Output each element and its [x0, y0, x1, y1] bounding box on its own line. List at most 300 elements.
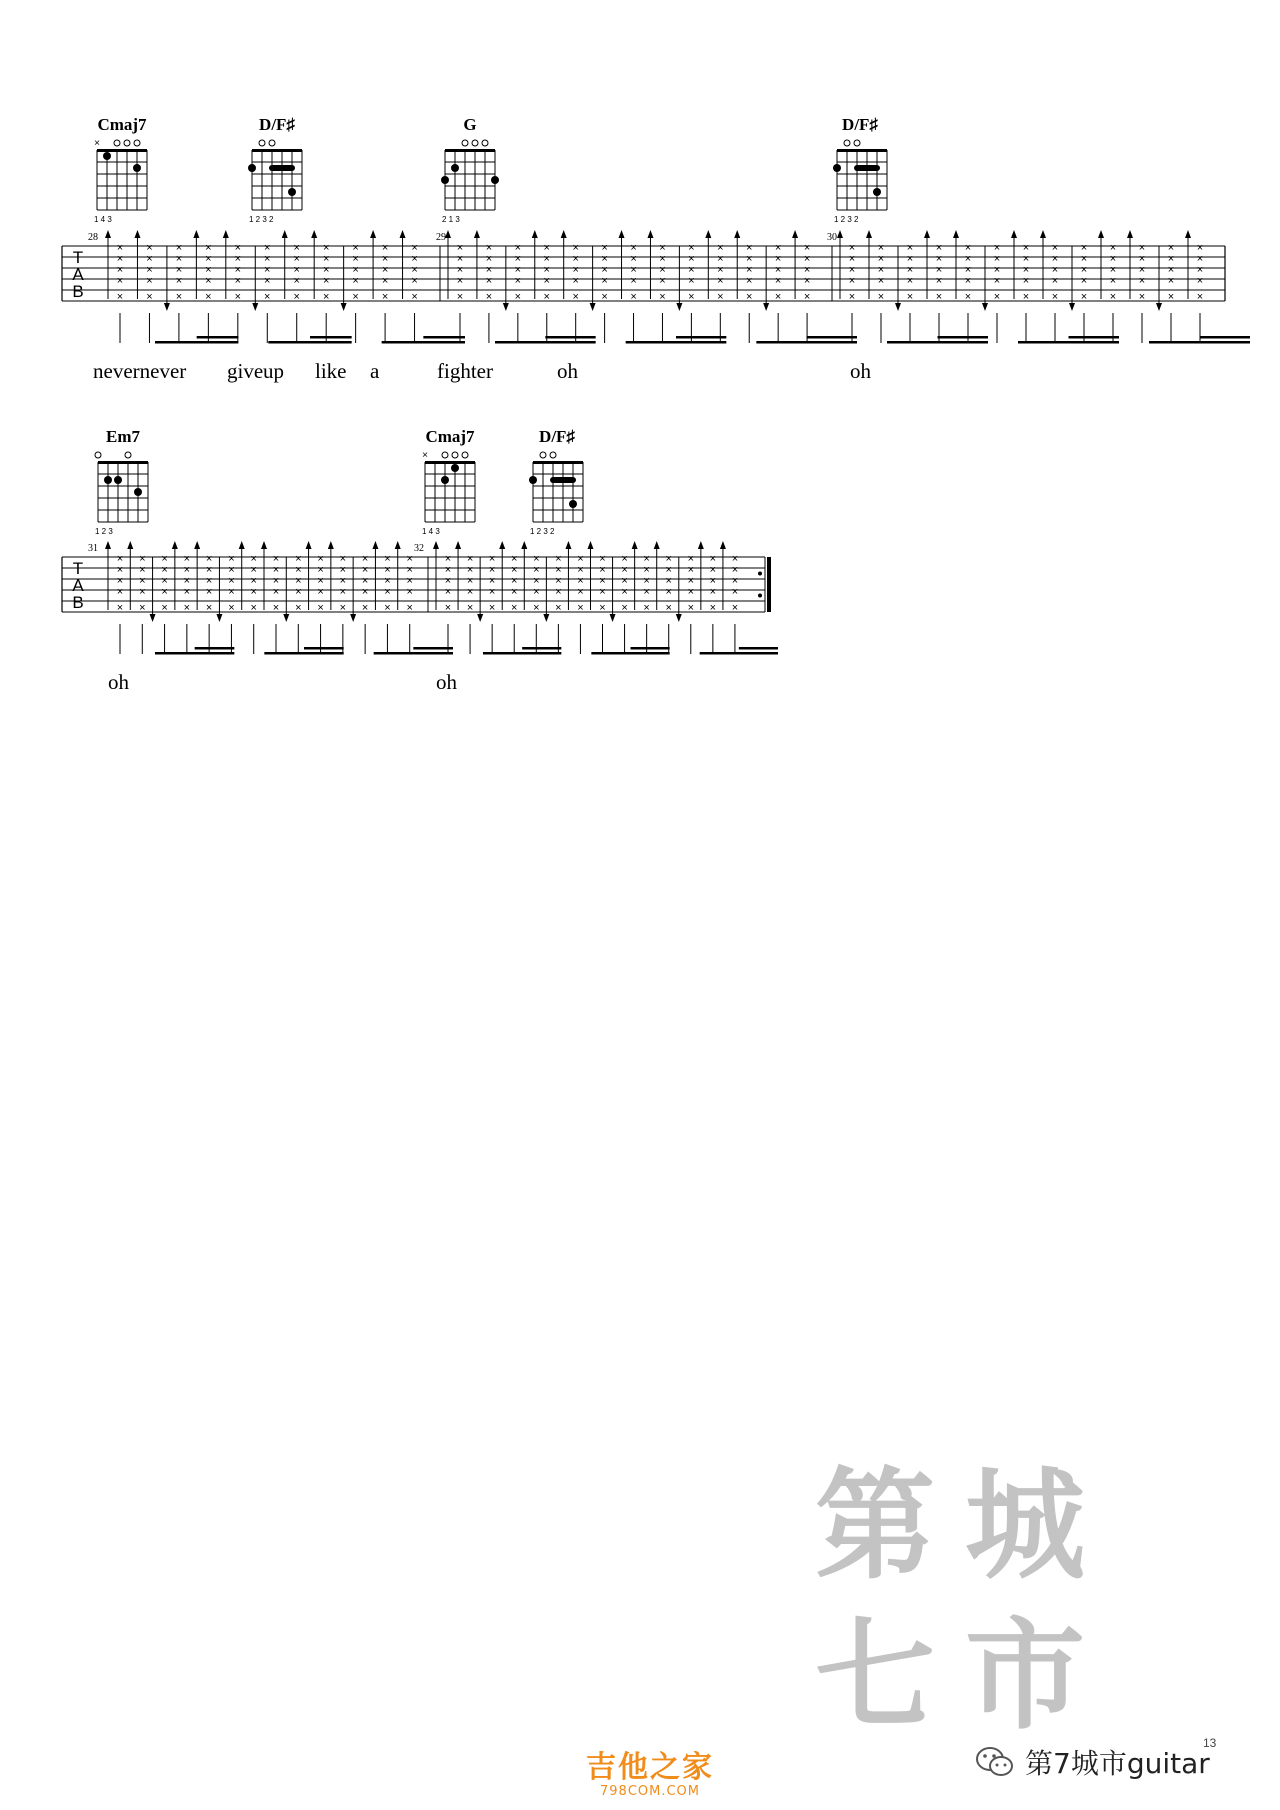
tab-clef-letter: B: [72, 282, 84, 301]
strum-x: ×: [1051, 242, 1059, 254]
strum-x: ×: [444, 564, 452, 576]
strum-x: ×: [205, 291, 212, 303]
lyric: oh: [108, 670, 129, 694]
strum-arrowhead: [588, 541, 594, 549]
rhythm-beam: [155, 341, 238, 344]
strum-x: ×: [317, 586, 324, 598]
strum-arrowhead: [619, 230, 625, 238]
strum-x: ×: [205, 602, 213, 614]
strum-x: ×: [205, 586, 213, 598]
strum-arrowhead: [311, 230, 317, 238]
strum-x: ×: [444, 553, 452, 565]
strum-x: ×: [848, 291, 856, 303]
strum-x: ×: [577, 564, 584, 576]
strum-x: ×: [621, 553, 628, 565]
strum-arrowhead: [654, 541, 660, 549]
finger-dot: [103, 152, 111, 160]
strum-arrowhead: [252, 303, 258, 311]
strum-arrowhead: [720, 541, 726, 549]
strum-arrowhead: [127, 541, 133, 549]
strum-x: ×: [877, 253, 885, 265]
strum-arrowhead: [676, 303, 682, 311]
strum-x: ×: [295, 553, 302, 565]
strum-x: ×: [630, 275, 637, 287]
strum-arrowhead: [1098, 230, 1104, 238]
strum-x: ×: [659, 242, 666, 254]
strum-x: ×: [688, 291, 695, 303]
strum-x: ×: [665, 564, 672, 576]
strum-x: ×: [250, 602, 257, 614]
strum-x: ×: [577, 553, 584, 565]
rhythm-beam: [676, 336, 726, 339]
open-string-marker: [134, 140, 140, 146]
open-string-marker: [854, 140, 860, 146]
strum-x: ×: [687, 564, 695, 576]
strum-x: ×: [514, 242, 522, 254]
strum-x: ×: [803, 253, 811, 265]
strum-x: ×: [510, 586, 518, 598]
strum-x: ×: [161, 602, 168, 614]
repeat-dot: [758, 594, 762, 598]
strum-x: ×: [848, 275, 856, 287]
strum-arrowhead: [647, 230, 653, 238]
site-logo: [575, 1742, 725, 1799]
strum-x: ×: [1167, 242, 1175, 254]
strum-x: ×: [228, 586, 235, 598]
watermark-char: 城: [965, 1455, 1085, 1596]
strum-arrowhead: [239, 541, 245, 549]
strum-x: ×: [381, 242, 389, 254]
strum-x: ×: [709, 602, 717, 614]
strum-arrowhead: [1040, 230, 1046, 238]
rhythm-beam: [483, 652, 561, 655]
strum-x: ×: [1109, 291, 1117, 303]
rhythm-beam: [264, 652, 343, 655]
strum-x: ×: [659, 275, 666, 287]
strum-x: ×: [317, 553, 324, 565]
strum-x: ×: [411, 242, 418, 254]
strum-x: ×: [485, 291, 493, 303]
strum-x: ×: [731, 553, 739, 565]
strum-x: ×: [1022, 275, 1030, 287]
strum-arrowhead: [350, 614, 356, 622]
strum-x: ×: [116, 553, 124, 565]
strum-x: ×: [234, 264, 242, 276]
strum-x: ×: [205, 253, 212, 265]
finger-dot: [529, 476, 537, 484]
strum-x: ×: [384, 575, 391, 587]
chord-nut: [97, 149, 147, 152]
rhythm-beam: [413, 647, 453, 650]
strum-x: ×: [116, 586, 124, 598]
strum-arrowhead: [763, 303, 769, 311]
strum-arrowhead: [1011, 230, 1017, 238]
strum-x: ×: [906, 291, 914, 303]
strum-x: ×: [250, 564, 257, 576]
strum-x: ×: [295, 602, 302, 614]
strum-arrowhead: [521, 541, 527, 549]
finger-dot: [104, 476, 112, 484]
strum-x: ×: [466, 553, 474, 565]
strum-x: ×: [352, 291, 359, 303]
strum-arrowhead: [223, 230, 229, 238]
page-number: 13: [1203, 1736, 1217, 1750]
strum-x: ×: [717, 275, 724, 287]
strum-x: ×: [803, 275, 811, 287]
strum-x: ×: [1167, 264, 1175, 276]
lyric: a: [370, 359, 380, 383]
strum-arrowhead: [632, 541, 638, 549]
strum-x: ×: [352, 253, 359, 265]
chord-diagram: [248, 140, 302, 224]
rhythm-beam: [155, 652, 234, 655]
rhythm-beam: [887, 341, 988, 344]
strum-x: ×: [803, 291, 811, 303]
strum-x: ×: [175, 242, 183, 254]
strum-x: ×: [293, 264, 300, 276]
fingering-label: 1 2 3 2: [249, 215, 274, 224]
rhythm-beam: [1069, 336, 1120, 339]
strum-x: ×: [339, 586, 347, 598]
strum-x: ×: [659, 291, 666, 303]
strum-x: ×: [272, 586, 280, 598]
strum-x: ×: [361, 564, 369, 576]
rhythm-beam: [1018, 341, 1119, 344]
strum-x: ×: [485, 264, 493, 276]
strum-arrowhead: [105, 541, 111, 549]
strum-x: ×: [877, 242, 885, 254]
strum-x: ×: [228, 564, 235, 576]
strum-x: ×: [577, 586, 584, 598]
strum-arrowhead: [837, 230, 843, 238]
strum-x: ×: [444, 602, 452, 614]
finger-dot: [441, 176, 449, 184]
strum-x: ×: [272, 564, 280, 576]
strum-x: ×: [406, 553, 413, 565]
strum-x: ×: [688, 242, 695, 254]
strum-x: ×: [1022, 264, 1030, 276]
fingering-label: 2 1 3: [442, 215, 460, 224]
strum-x: ×: [205, 575, 213, 587]
chord-diagram: [833, 140, 887, 224]
rhythm-beam: [700, 652, 778, 655]
strum-arrowhead: [395, 541, 401, 549]
wechat-name: 第7城市guitar: [1025, 1747, 1210, 1780]
strum-x: ×: [1109, 242, 1117, 254]
strum-arrowhead: [433, 541, 439, 549]
strum-arrowhead: [982, 303, 988, 311]
strum-arrowhead: [503, 303, 509, 311]
strum-x: ×: [643, 564, 650, 576]
strum-x: ×: [964, 242, 972, 254]
strum-x: ×: [510, 575, 518, 587]
strum-x: ×: [228, 553, 235, 565]
strum-x: ×: [139, 586, 146, 598]
strum-x: ×: [543, 264, 550, 276]
strum-arrowhead: [792, 230, 798, 238]
strum-x: ×: [731, 564, 739, 576]
strum-arrowhead: [1185, 230, 1191, 238]
strum-arrowhead: [328, 541, 334, 549]
strum-x: ×: [1167, 291, 1175, 303]
strum-x: ×: [555, 575, 562, 587]
open-string-marker: [482, 140, 488, 146]
strum-x: ×: [665, 575, 672, 587]
measure-number: 32: [414, 543, 424, 554]
strum-x: ×: [964, 291, 972, 303]
strum-x: ×: [381, 291, 389, 303]
strum-x: ×: [599, 575, 606, 587]
strum-x: ×: [352, 242, 359, 254]
strum-x: ×: [1080, 253, 1088, 265]
strum-x: ×: [1138, 242, 1146, 254]
strum-x: ×: [322, 275, 330, 287]
tab-clef-letter: B: [72, 593, 84, 612]
strum-x: ×: [599, 586, 606, 598]
open-string-marker: [462, 140, 468, 146]
rhythm-beam: [545, 336, 595, 339]
strum-x: ×: [599, 602, 606, 614]
strum-arrowhead: [194, 541, 200, 549]
strum-x: ×: [709, 586, 717, 598]
fingering-label: 1 2 3 2: [530, 527, 555, 536]
strum-x: ×: [361, 553, 369, 565]
strum-x: ×: [339, 564, 347, 576]
finger-dot: [569, 500, 577, 508]
rhythm-beam: [626, 341, 727, 344]
muted-string-marker: ×: [94, 138, 100, 149]
strum-x: ×: [688, 275, 695, 287]
finger-dot: [134, 488, 142, 496]
strum-arrowhead: [565, 541, 571, 549]
strum-x: ×: [361, 575, 369, 587]
strum-x: ×: [630, 242, 637, 254]
lyric: give: [227, 359, 264, 383]
strum-arrowhead: [193, 230, 199, 238]
finger-dot: [833, 164, 841, 172]
strum-x: ×: [175, 291, 183, 303]
strum-arrowhead: [499, 541, 505, 549]
strum-x: ×: [599, 553, 606, 565]
repeat-dot: [758, 572, 762, 576]
strum-x: ×: [322, 242, 330, 254]
strum-x: ×: [533, 575, 540, 587]
chord-nut: [533, 461, 583, 464]
strum-x: ×: [264, 291, 271, 303]
watermark-char: 市: [965, 1605, 1085, 1746]
strum-x: ×: [175, 253, 183, 265]
finger-dot: [248, 164, 256, 172]
site-logo-text: 吉他之家: [586, 1750, 714, 1785]
strum-x: ×: [601, 291, 608, 303]
rhythm-beam: [739, 647, 778, 650]
strum-x: ×: [665, 586, 672, 598]
strum-x: ×: [572, 253, 579, 265]
strum-x: ×: [116, 264, 124, 276]
finger-dot: [873, 188, 881, 196]
strum-x: ×: [687, 575, 695, 587]
strum-x: ×: [659, 253, 666, 265]
rhythm-beam: [1200, 336, 1251, 339]
barre-bar: [550, 477, 576, 483]
strum-x: ×: [643, 575, 650, 587]
strum-arrowhead: [543, 614, 549, 622]
tab-staff: [62, 541, 778, 655]
strum-x: ×: [935, 242, 943, 254]
measure-number: 28: [88, 232, 98, 243]
strum-x: ×: [250, 553, 257, 565]
strum-x: ×: [543, 253, 550, 265]
strum-x: ×: [1051, 264, 1059, 276]
strum-x: ×: [183, 575, 191, 587]
strum-x: ×: [295, 586, 302, 598]
barre-bar: [269, 165, 295, 171]
strum-x: ×: [485, 242, 493, 254]
strum-x: ×: [1051, 275, 1059, 287]
strum-x: ×: [543, 275, 550, 287]
tab-clef-letter: A: [72, 265, 84, 284]
open-string-marker: [259, 140, 265, 146]
strum-x: ×: [533, 564, 540, 576]
strum-x: ×: [746, 275, 753, 287]
strum-x: ×: [717, 242, 724, 254]
chord-diagram: [441, 140, 499, 224]
chord-name: Cmaj7: [97, 115, 147, 134]
strum-x: ×: [621, 564, 628, 576]
strum-x: ×: [1109, 264, 1117, 276]
strum-x: ×: [533, 602, 540, 614]
tab-staff: [62, 230, 1250, 344]
strum-x: ×: [572, 291, 579, 303]
strum-arrowhead: [164, 303, 170, 311]
strum-x: ×: [935, 264, 943, 276]
strum-x: ×: [688, 253, 695, 265]
strum-arrowhead: [705, 230, 711, 238]
strum-arrowhead: [341, 303, 347, 311]
fingering-label: 1 2 3: [95, 527, 113, 536]
strum-x: ×: [1022, 242, 1030, 254]
strum-x: ×: [935, 291, 943, 303]
strum-x: ×: [293, 291, 300, 303]
chord-nut: [445, 149, 495, 152]
chord-name: D/F♯: [259, 115, 295, 134]
lyric: oh: [436, 670, 457, 694]
strum-x: ×: [555, 553, 562, 565]
watermark-char: 七: [815, 1605, 935, 1746]
strum-x: ×: [444, 575, 452, 587]
strum-arrowhead: [532, 230, 538, 238]
strum-x: ×: [643, 553, 650, 565]
strum-arrowhead: [1156, 303, 1162, 311]
rhythm-beam: [304, 647, 344, 650]
strum-x: ×: [630, 253, 637, 265]
strum-x: ×: [205, 264, 212, 276]
strum-x: ×: [339, 553, 347, 565]
strum-x: ×: [205, 275, 212, 287]
strum-x: ×: [848, 253, 856, 265]
strum-x: ×: [993, 291, 1001, 303]
strum-x: ×: [488, 602, 496, 614]
finger-dot: [133, 164, 141, 172]
strum-x: ×: [384, 564, 391, 576]
strum-x: ×: [717, 291, 724, 303]
strum-arrowhead: [477, 614, 483, 622]
strum-x: ×: [643, 602, 650, 614]
measure-number: 30: [827, 232, 837, 243]
strum-x: ×: [555, 602, 562, 614]
finger-dot: [114, 476, 122, 484]
strum-x: ×: [577, 575, 584, 587]
strum-x: ×: [659, 264, 666, 276]
chord-nut: [425, 461, 475, 464]
lyric: nevernever: [93, 359, 187, 383]
strum-x: ×: [543, 242, 550, 254]
chord-diagram: [95, 452, 148, 536]
strum-x: ×: [317, 575, 324, 587]
rhythm-beam: [382, 341, 465, 344]
strum-x: ×: [964, 253, 972, 265]
strum-x: ×: [746, 264, 753, 276]
strum-x: ×: [146, 242, 153, 254]
strum-arrowhead: [370, 230, 376, 238]
strum-x: ×: [687, 602, 695, 614]
strum-arrowhead: [372, 541, 378, 549]
strum-x: ×: [250, 586, 257, 598]
strum-x: ×: [205, 553, 213, 565]
strum-x: ×: [352, 275, 359, 287]
strum-arrowhead: [1069, 303, 1075, 311]
strum-x: ×: [384, 602, 391, 614]
strum-x: ×: [1196, 264, 1204, 276]
strum-x: ×: [630, 264, 637, 276]
open-string-marker: [462, 452, 468, 458]
strum-x: ×: [456, 291, 464, 303]
strum-x: ×: [146, 264, 153, 276]
rhythm-beam: [268, 341, 351, 344]
strum-x: ×: [1196, 242, 1204, 254]
tab-clef-letter: T: [72, 248, 84, 267]
strum-x: ×: [139, 553, 146, 565]
strum-x: ×: [877, 275, 885, 287]
strum-x: ×: [384, 586, 391, 598]
strum-x: ×: [709, 564, 717, 576]
strum-arrowhead: [150, 614, 156, 622]
strum-x: ×: [466, 586, 474, 598]
lyric: up: [263, 359, 284, 383]
strum-arrowhead: [610, 614, 616, 622]
strum-arrowhead: [172, 541, 178, 549]
strum-x: ×: [411, 291, 418, 303]
strum-x: ×: [1022, 253, 1030, 265]
strum-x: ×: [361, 586, 369, 598]
strum-x: ×: [717, 264, 724, 276]
strum-x: ×: [456, 242, 464, 254]
strum-x: ×: [877, 291, 885, 303]
strum-x: ×: [146, 275, 153, 287]
strum-x: ×: [848, 264, 856, 276]
strum-x: ×: [630, 291, 637, 303]
rhythm-beam: [195, 647, 235, 650]
strum-x: ×: [577, 602, 584, 614]
strum-x: ×: [293, 275, 300, 287]
watermark-char: 第: [815, 1455, 935, 1596]
strum-x: ×: [1109, 275, 1117, 287]
strum-x: ×: [643, 586, 650, 598]
strum-x: ×: [848, 242, 856, 254]
strum-x: ×: [1109, 253, 1117, 265]
strum-x: ×: [411, 275, 418, 287]
strum-x: ×: [746, 253, 753, 265]
